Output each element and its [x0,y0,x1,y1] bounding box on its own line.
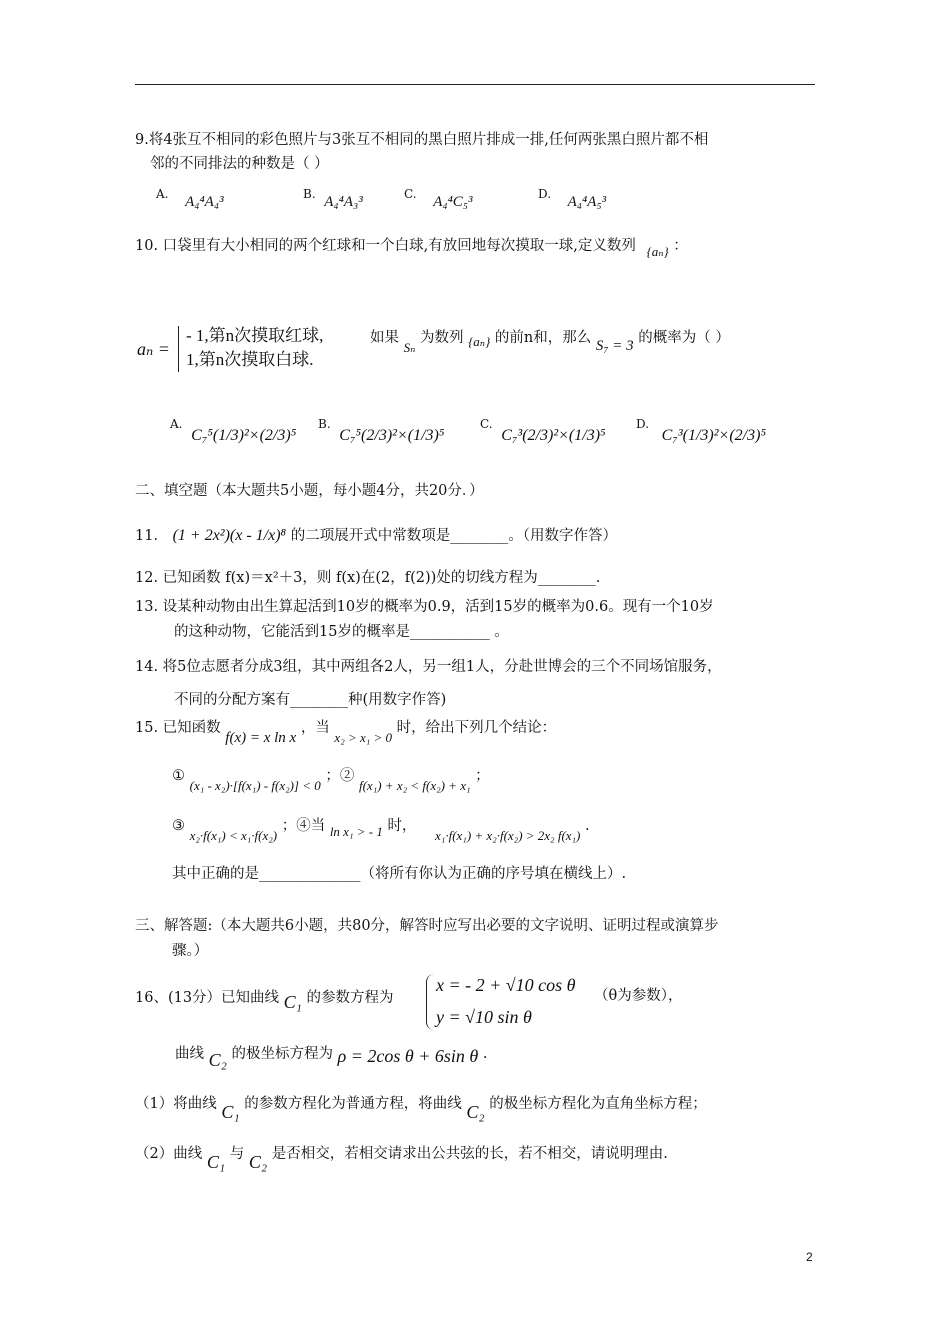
q16-polar [175,1042,488,1070]
circled-1: ① [172,768,185,784]
q9-option-a [156,184,224,210]
option-expr: C₇⁵(1/3)²×(2/3)⁵ [191,427,297,444]
q16-part1 [135,1092,707,1122]
option-label: B. [303,187,316,201]
option-label: D. [538,187,552,201]
q15-answer-line: 其中正确的是______________（将所有你认为正确的序号填在横线上）. [172,866,627,882]
option-label: C. [480,417,493,431]
period: . [585,818,590,834]
part1-text-a: （1）将曲线 [135,1096,217,1112]
conclusion-1: (x₁ - x₂)·[f(x₁) - f(x₂)] < 0 [189,778,321,793]
curve-c2: C₂ [466,1102,485,1122]
option-label: A. [156,187,169,201]
q15-conclusions-12 [172,766,490,793]
part2-text-a: （2）曲线 [135,1146,203,1162]
conclusion-3: x₂·f(x₁) < x₁·f(x₂) [189,828,278,843]
q10-option-b [318,414,445,444]
conclusion-4: x₁·f(x₁) + x₂·f(x₂) > 2x₂ f(x₁) [435,828,581,843]
curve-c2: C₂ [248,1152,268,1172]
q16-text-b: 的参数方程为 [306,990,394,1006]
text-first-n: 的前n和，那么 [494,330,592,346]
piecewise-brace [178,326,185,372]
part1-text-b: 的参数方程化为普通方程，将曲线 [244,1096,462,1112]
q10-option-c [480,414,606,444]
option-label: C. [404,187,417,201]
q11-number: 11． [135,528,168,544]
curve-c1: C₁ [283,992,302,1012]
q16-text-d: 曲线 [175,1046,204,1062]
q15-text-a: 15. 已知函数 [135,720,221,736]
period: . [482,1046,488,1062]
param-eq-x: x = - 2 + √10 cos θ [436,975,576,995]
q11-text: 的二项展开式中常数项是________。（用数字作答） [290,528,617,544]
q10-text: 10. 口袋里有大小相同的两个红球和一个白球,有放回地每次摸取一球,定义数列 [135,238,636,254]
text-if: 如果 [370,330,399,346]
param-brace [426,974,435,1030]
q15-intro [135,718,557,746]
q13-line2: 的这种动物，它能活到15岁的概率是___________ 。 [174,624,509,640]
q10-an-label [137,339,170,361]
case-white: 1,第n次摸取白球. [186,350,314,369]
q15-conclusions-34 [172,816,590,843]
q16-part2 [135,1142,668,1172]
option-label: B. [318,417,331,431]
colon: ： [673,238,688,254]
case-red: - 1,第n次摸取红球, [186,326,324,345]
q11-expr: (1 + 2x²)(x - 1/x)⁸ [172,527,287,544]
curve-c1: C₁ [206,1152,226,1172]
option-label: D. [636,417,650,431]
q9-option-b [303,184,363,210]
q9-option-c [404,184,473,210]
param-eq-y: y = √10 sin θ [436,1007,532,1027]
part2-text-c: 是否相交，若相交请求出公共弦的长，若不相交，请说明理由. [271,1146,668,1162]
q10-line1 [135,236,688,259]
q13-line1: 13. 设某种动物由出生算起活到10岁的概率为0.9，活到15岁的概率为0.6。现有一个10岁 [135,599,714,615]
curve-c1: C₁ [221,1102,240,1122]
option-label: A. [170,417,183,431]
q9-line2: 邻的不同排法的种数是（ ） [150,156,329,172]
q16-text-a: 16、(13分）已知曲线 [135,990,280,1006]
sequence-notation: {aₙ} [468,334,491,349]
q10-option-a [170,414,297,444]
option-expr: A₄⁴A₃³ [324,194,363,210]
part1-text-c: 的极坐标方程化为直角坐标方程； [489,1096,707,1112]
option-expr: A₄⁴A₄³ [185,194,224,210]
option-expr: C₇³(1/3)²×(2/3)⁵ [661,427,767,444]
header-rule [135,84,815,85]
polar-equation: ρ = 2cos θ + 6sin θ [337,1046,479,1066]
option-expr: A₄⁴C₅³ [433,194,473,210]
q10-option-d [636,414,767,444]
q16-param-note: （θ为参数）， [594,988,683,1004]
q16-intro [135,986,394,1012]
q9-line1: 9.将4张互不相同的彩色照片与3张互不相同的黑白照片排成一排,任何两张黑白照片都不相 [135,132,709,148]
q15-function: f(x) = x ln x [225,730,297,746]
q15-text-b: ，当 [300,720,330,736]
text-when: 时， [387,818,417,834]
text-seq: 为数列 [420,330,464,346]
an-symbol: aₙ = [137,339,170,359]
q11 [135,526,617,546]
q9-option-d [538,184,607,210]
option-expr: C₇⁵(2/3)²×(1/3)⁵ [339,427,445,444]
circled-2: ；② [325,768,355,784]
q14-line2: 不同的分配方案有________种(用数字作答) [174,692,447,708]
q15-condition: x₂ > x₁ > 0 [334,730,393,745]
q15-text-c: 时，给出下列几个结论： [396,720,557,736]
q12: 12. 已知函数 f(x)＝x²＋3，则 f(x)在(2，f(2))处的切线方程为________. [135,570,601,586]
option-expr: A₄⁴A₅³ [567,194,607,210]
section-solutions-heading-1: 三、解答题:（本大题共6小题，共80分，解答时应写出必要的文字说明、证明过程或演算步 [135,918,719,934]
section-fill-in-heading: 二、填空题（本大题共5小题，每小题4分，共20分．） [135,483,484,499]
page-number: 2 [806,1250,813,1264]
curve-c2: C₂ [208,1050,227,1070]
q10-condition [370,328,730,355]
conclusion-2: f(x₁) + x₂ < f(x₂) + x₁ [358,778,471,793]
sn-symbol: Sₙ [403,340,416,355]
part2-text-b: 与 [229,1146,245,1162]
section-solutions-heading-2: 骤。） [172,943,209,959]
q14-line1: 14. 将5位志愿者分成3组，其中两组各2人，另一组1人，分赴世博会的三个不同场馆服务， [135,659,722,675]
conclusion-4-condition: ln x₁ > - 1 [329,824,383,839]
circled-3: ③ [172,818,185,834]
semicolon: ； [475,768,490,784]
option-expr: C₇³(2/3)²×(1/3)⁵ [501,427,606,444]
q16-text-e: 的极坐标方程为 [231,1046,333,1062]
s7-expr: S₇ = 3 [595,338,634,354]
sequence-notation: {aₙ} [646,244,669,259]
text-probability: 的概率为（ ） [638,330,730,346]
circled-4: ；④当 [281,818,326,834]
